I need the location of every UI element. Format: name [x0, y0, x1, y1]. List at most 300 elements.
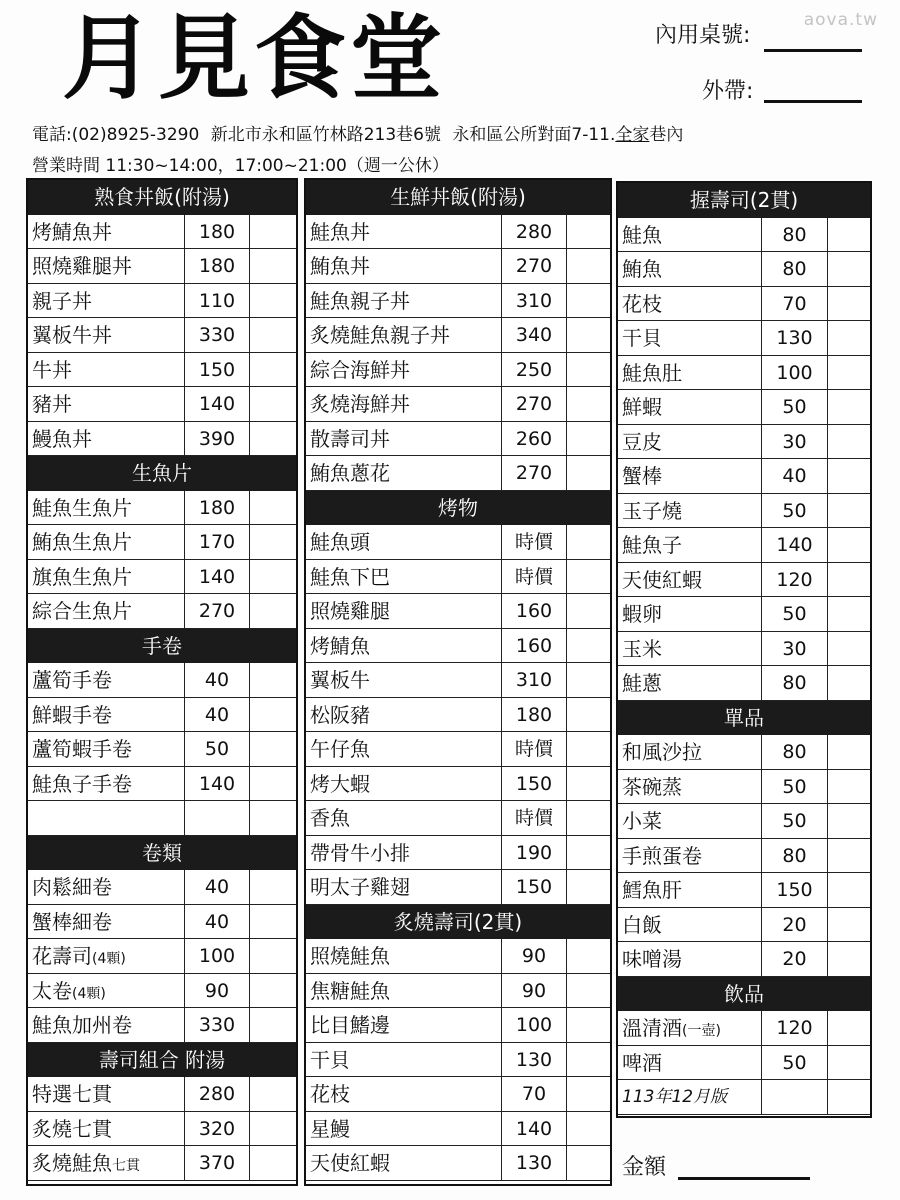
menu-item-price: 40: [185, 663, 250, 697]
menu-item-row: [28, 732, 296, 767]
menu-item-price: 330: [185, 318, 250, 352]
phone-number: 電話:(02)8925-3290: [32, 125, 200, 145]
quantity-cell[interactable]: [828, 528, 870, 562]
menu-item-name-text: 特選七貫: [32, 1082, 112, 1106]
menu-item-name-text: 炙燒海鮮丼: [310, 392, 410, 416]
quantity-cell[interactable]: [567, 629, 610, 663]
menu-item-price: 140: [185, 387, 250, 421]
quantity-cell[interactable]: [250, 525, 296, 559]
menu-item-name-text: 鮭魚加州卷: [32, 1013, 132, 1037]
menu-item-name: [306, 215, 502, 249]
quantity-cell[interactable]: [567, 767, 610, 801]
quantity-cell[interactable]: [567, 974, 610, 1008]
menu-item-name-text: 鮭魚肚: [622, 360, 682, 385]
quantity-cell[interactable]: [828, 942, 870, 976]
quantity-cell[interactable]: [567, 560, 610, 594]
takeout-line[interactable]: [764, 100, 862, 103]
menu-item-name: [306, 663, 502, 697]
quantity-cell[interactable]: [567, 318, 610, 352]
quantity-cell[interactable]: [250, 594, 296, 628]
menu-item-name-text: 炙燒鮭魚: [32, 1151, 112, 1175]
menu-column-2: [304, 178, 612, 1186]
menu-item-row: [618, 356, 870, 391]
quantity-cell[interactable]: [567, 525, 610, 559]
menu-item-name-text: 鮭魚親子丼: [310, 288, 410, 313]
menu-item-name: [28, 974, 185, 1008]
menu-item-name: [306, 1043, 502, 1077]
menu-item-note: (一壺): [682, 1023, 721, 1039]
menu-item-price: 70: [762, 287, 828, 321]
quantity-cell[interactable]: [250, 1008, 296, 1042]
menu-item-name-text: 鮪魚: [622, 257, 662, 281]
restaurant-logo: 月見食堂: [62, 5, 447, 112]
menu-item-name-text: 蝦卵: [622, 602, 662, 626]
menu-item-name-text: 天使紅蝦: [622, 567, 702, 592]
menu-item-row: [306, 732, 610, 767]
quantity-cell[interactable]: [250, 249, 296, 283]
menu-item-name-text: 午仔魚: [310, 737, 370, 761]
menu-item-row: [28, 594, 296, 629]
menu-item-name: [28, 1112, 185, 1146]
menu-item-price: 50: [762, 494, 828, 528]
quantity-cell[interactable]: [567, 1146, 610, 1180]
menu-item-row: [28, 215, 296, 250]
menu-item-price: 40: [762, 459, 828, 493]
menu-item-price: 80: [762, 735, 828, 769]
quantity-cell[interactable]: [250, 1112, 296, 1146]
menu-item-row: [28, 870, 296, 905]
menu-item-price: [762, 1080, 828, 1114]
menu-item-name-text: 鮭魚頭: [310, 530, 370, 554]
menu-item-name: [28, 491, 185, 525]
menu-item-price: 260: [502, 422, 567, 456]
menu-item-name: [618, 218, 762, 252]
menu-item-row: [306, 801, 610, 836]
menu-item-name-text: 蘆筍手卷: [32, 668, 112, 692]
menu-item-row: [618, 632, 870, 667]
quantity-cell[interactable]: [828, 390, 870, 424]
menu-item-row: [306, 353, 610, 388]
menu-item-name: [306, 456, 502, 490]
menu-item-name: [618, 735, 762, 769]
menu-item-name-text: 肉鬆細卷: [32, 875, 112, 899]
section-header: 熟食丼飯(附湯): [28, 180, 296, 215]
menu-item-row: [28, 1008, 296, 1043]
quantity-cell[interactable]: [828, 839, 870, 873]
dine-in-table-label: 內用桌號:: [655, 23, 751, 48]
quantity-cell[interactable]: [567, 284, 610, 318]
menu-item-price: 270: [185, 594, 250, 628]
dine-in-table-line[interactable]: [764, 49, 862, 52]
menu-item-name: [28, 594, 185, 628]
menu-item-name-text: 干貝: [310, 1047, 350, 1072]
menu-item-row: [618, 873, 870, 908]
menu-item-row: [28, 974, 296, 1009]
menu-item-row: [618, 252, 870, 287]
menu-item-row: [28, 525, 296, 560]
menu-item-name-text: 炙燒鮭魚親子丼: [310, 323, 450, 347]
menu-item-name-text: 花壽司: [32, 944, 92, 968]
quantity-cell[interactable]: [250, 491, 296, 525]
menu-item-price: 130: [502, 1043, 567, 1077]
menu-item-name: [28, 249, 185, 283]
quantity-cell[interactable]: [250, 870, 296, 904]
menu-item-price: 150: [502, 870, 567, 904]
menu-item-name: [618, 321, 762, 355]
quantity-cell[interactable]: [567, 1112, 610, 1146]
quantity-cell[interactable]: [250, 974, 296, 1008]
menu-item-name-text: 散壽司丼: [310, 426, 390, 451]
menu-item-row: [306, 836, 610, 871]
quantity-cell[interactable]: [567, 698, 610, 732]
menu-item-row: [28, 698, 296, 733]
quantity-cell[interactable]: [567, 422, 610, 456]
menu-item-row: [306, 939, 610, 974]
menu-item-name: [28, 525, 185, 559]
menu-item-name: [28, 767, 185, 801]
menu-item-row: [306, 249, 610, 284]
quantity-cell[interactable]: [828, 735, 870, 769]
section-header: 生鮮丼飯(附湯): [306, 180, 610, 215]
quantity-cell[interactable]: [567, 387, 610, 421]
quantity-cell[interactable]: [828, 494, 870, 528]
menu-item-price: 時價: [502, 732, 567, 766]
menu-column-1: [26, 178, 298, 1186]
menu-item-row: [306, 215, 610, 250]
menu-item-row: [306, 663, 610, 698]
menu-item-name-text: 鮮蝦: [622, 395, 662, 419]
menu-item-name: [618, 632, 762, 666]
quantity-cell[interactable]: [828, 563, 870, 597]
quantity-cell[interactable]: [250, 663, 296, 697]
menu-item-price: 190: [502, 836, 567, 870]
menu-item-row: [28, 939, 296, 974]
section-header: 飲品: [618, 977, 870, 1012]
quantity-cell[interactable]: [250, 801, 296, 835]
menu-item-price: 140: [762, 528, 828, 562]
menu-item-name: [618, 908, 762, 942]
menu-item-price: 330: [185, 1008, 250, 1042]
total-amount-line[interactable]: [678, 1177, 810, 1180]
quantity-cell[interactable]: [250, 732, 296, 766]
menu-item-price: 310: [502, 663, 567, 697]
menu-item-name: [306, 387, 502, 421]
menu-item-row: [28, 1077, 296, 1112]
quantity-cell[interactable]: [567, 801, 610, 835]
menu-item-name: [618, 528, 762, 562]
menu-item-name-text: 帶骨牛小排: [310, 840, 410, 865]
quantity-cell[interactable]: [828, 632, 870, 666]
menu-item-price: 310: [502, 284, 567, 318]
quantity-cell[interactable]: [828, 252, 870, 286]
menu-item-price: 80: [762, 252, 828, 286]
menu-item-name: [618, 839, 762, 873]
menu-item-price: 130: [762, 321, 828, 355]
menu-item-name-text: 翼板牛: [310, 668, 370, 692]
quantity-cell[interactable]: [828, 770, 870, 804]
quantity-cell[interactable]: [828, 873, 870, 907]
menu-item-row: [28, 491, 296, 526]
quantity-cell[interactable]: [250, 422, 296, 456]
menu-item-price: 340: [502, 318, 567, 352]
menu-item-row: [618, 1011, 870, 1046]
quantity-cell[interactable]: [828, 804, 870, 838]
menu-item-name: [306, 525, 502, 559]
menu-item-price: 80: [762, 839, 828, 873]
menu-item-name: [28, 318, 185, 352]
menu-item-row: [618, 908, 870, 943]
quantity-cell[interactable]: [567, 215, 610, 249]
section-header: 壽司組合 附湯: [28, 1043, 296, 1078]
quantity-cell[interactable]: [567, 939, 610, 973]
menu-item-name: [28, 284, 185, 318]
menu-item-name: [306, 249, 502, 283]
menu-item-row: [306, 1077, 610, 1112]
menu-item-row: [28, 1146, 296, 1181]
menu-item-price: 170: [185, 525, 250, 559]
menu-item-row: [618, 839, 870, 874]
menu-item-name-text: 113年12月版: [622, 1087, 728, 1107]
section-header: 手卷: [28, 629, 296, 664]
menu-item-price: 30: [762, 632, 828, 666]
menu-item-price: 50: [185, 732, 250, 766]
section-header: 炙燒壽司(2貫): [306, 905, 610, 940]
menu-item-name-text: 手煎蛋卷: [622, 843, 702, 868]
menu-item-name: [306, 732, 502, 766]
menu-item-row: [306, 1008, 610, 1043]
quantity-cell[interactable]: [567, 456, 610, 490]
menu-item-name-text: 鮭魚生魚片: [32, 495, 132, 520]
menu-item-price: 90: [502, 939, 567, 973]
menu-item-price: 270: [502, 249, 567, 283]
menu-item-row: [618, 459, 870, 494]
menu-item-price: 140: [185, 560, 250, 594]
menu-item-name-text: 天使紅蝦: [310, 1151, 390, 1175]
menu-item-row: [306, 318, 610, 353]
menu-item-row: [28, 663, 296, 698]
menu-item-price: 90: [185, 974, 250, 1008]
menu-item-name: [28, 1146, 185, 1180]
quantity-cell[interactable]: [250, 387, 296, 421]
menu-item-name-text: 蟹棒: [622, 464, 662, 488]
menu-item-name-text: 烤大蝦: [310, 771, 370, 796]
contact-line: [32, 120, 683, 145]
menu-item-name-text: 松阪豬: [310, 702, 370, 727]
menu-item-name-text: 鮭魚丼: [310, 219, 370, 244]
menu-item-name: [618, 425, 762, 459]
quantity-cell[interactable]: [567, 663, 610, 697]
section-header: 生魚片: [28, 456, 296, 491]
menu-item-price: 80: [762, 666, 828, 700]
quantity-cell[interactable]: [828, 597, 870, 631]
menu-item-row: [306, 422, 610, 457]
menu-item-name-text: 玉子燒: [622, 498, 682, 523]
menu-item-price: 320: [185, 1112, 250, 1146]
menu-item-price: 時價: [502, 525, 567, 559]
menu-item-name: [618, 287, 762, 321]
menu-item-name: [28, 215, 185, 249]
menu-item-name: [306, 353, 502, 387]
menu-item-name-text: 溫清酒: [622, 1016, 682, 1040]
menu-edition-label: [618, 1080, 762, 1114]
menu-item-price: 40: [185, 905, 250, 939]
menu-item-price: 50: [762, 390, 828, 424]
quantity-cell[interactable]: [250, 215, 296, 249]
menu-item-row: [306, 1043, 610, 1078]
menu-item-row: [28, 905, 296, 940]
quantity-cell[interactable]: [567, 836, 610, 870]
quantity-cell[interactable]: [250, 905, 296, 939]
menu-item-row: [306, 594, 610, 629]
quantity-cell[interactable]: [828, 1080, 870, 1114]
quantity-cell[interactable]: [828, 287, 870, 321]
menu-item-name: [28, 1008, 185, 1042]
menu-item-row: [306, 560, 610, 595]
menu-item-name: [618, 1046, 762, 1080]
menu-item-name-text: 花枝: [622, 291, 662, 316]
quantity-cell[interactable]: [828, 218, 870, 252]
quantity-cell[interactable]: [250, 560, 296, 594]
quantity-cell[interactable]: [250, 698, 296, 732]
menu-item-name-text: 旗魚生魚片: [32, 564, 132, 589]
menu-item-name: [306, 422, 502, 456]
quantity-cell[interactable]: [250, 353, 296, 387]
menu-item-name-text: 鮭魚子手卷: [32, 771, 132, 796]
quantity-cell[interactable]: [828, 356, 870, 390]
menu-item-row: [618, 1080, 870, 1115]
menu-item-price: 20: [762, 942, 828, 976]
menu-item-price: [185, 801, 250, 835]
menu-item-row: [618, 321, 870, 356]
section-header: 握壽司(2貫): [618, 183, 870, 218]
menu-item-name-text: 翼板牛丼: [32, 323, 112, 347]
quantity-cell[interactable]: [828, 666, 870, 700]
menu-item-name-text: 啤酒: [622, 1050, 662, 1075]
quantity-cell[interactable]: [567, 1008, 610, 1042]
menu-item-name: [306, 870, 502, 904]
menu-item-name-text: 鮮蝦手卷: [32, 702, 112, 727]
quantity-cell[interactable]: [567, 249, 610, 283]
menu-item-row: [618, 597, 870, 632]
menu-item-name: [306, 318, 502, 352]
quantity-cell[interactable]: [828, 1046, 870, 1080]
menu-item-name-text: 蘆筍蝦手卷: [32, 737, 132, 761]
menu-item-price: 150: [502, 767, 567, 801]
menu-item-name-text: 照燒雞腿丼: [32, 254, 132, 278]
menu-item-row: [306, 284, 610, 319]
quantity-cell[interactable]: [567, 594, 610, 628]
business-hours: 營業時間 11:30~14:00，17:00~21:00（週一公休）: [32, 156, 449, 176]
menu-item-name-text: 味噌湯: [622, 947, 682, 971]
menu-item-price: 100: [502, 1008, 567, 1042]
quantity-cell[interactable]: [250, 939, 296, 973]
menu-item-name: [618, 494, 762, 528]
landmark-prefix: 永和區公所對面7-11.: [452, 125, 616, 145]
menu-item-name: [618, 459, 762, 493]
menu-item-name: [618, 873, 762, 907]
menu-item-price: 180: [502, 698, 567, 732]
quantity-cell[interactable]: [828, 1011, 870, 1045]
menu-item-row: [306, 974, 610, 1009]
menu-item-name: [28, 663, 185, 697]
watermark: aova.tw: [803, 10, 878, 30]
menu-item-name-text: 鮭魚子: [622, 533, 682, 557]
menu-item-row: [306, 456, 610, 491]
menu-item-row: [28, 387, 296, 422]
menu-item-row: [306, 387, 610, 422]
menu-item-name-text: 親子丼: [32, 288, 92, 313]
menu-item-row: [618, 666, 870, 701]
menu-item-name: [618, 563, 762, 597]
quantity-cell[interactable]: [567, 353, 610, 387]
menu-item-price: 20: [762, 908, 828, 942]
menu-item-name: [306, 801, 502, 835]
quantity-cell[interactable]: [250, 1146, 296, 1180]
quantity-cell[interactable]: [250, 318, 296, 352]
menu-item-row: [618, 528, 870, 563]
menu-item-row: [618, 218, 870, 253]
quantity-cell[interactable]: [828, 459, 870, 493]
menu-item-name-text: 綜合生魚片: [32, 599, 132, 623]
menu-item-name-text: 太卷: [32, 978, 72, 1003]
menu-item-name-text: 鮪魚蔥花: [310, 461, 390, 485]
quantity-cell[interactable]: [828, 321, 870, 355]
menu-item-price: 50: [762, 1046, 828, 1080]
menu-item-name: [618, 770, 762, 804]
menu-item-name: [618, 597, 762, 631]
quantity-cell[interactable]: [567, 1043, 610, 1077]
menu-item-row: [28, 1112, 296, 1147]
menu-item-name-text: 烤鯖魚: [310, 633, 370, 658]
menu-item-price: 180: [185, 215, 250, 249]
menu-item-name: [28, 870, 185, 904]
menu-item-name-text: 豬丼: [32, 392, 72, 416]
menu-item-name: [618, 390, 762, 424]
menu-item-price: 30: [762, 425, 828, 459]
quantity-cell[interactable]: [567, 732, 610, 766]
menu-item-row: [618, 287, 870, 322]
menu-item-price: 50: [762, 804, 828, 838]
quantity-cell[interactable]: [828, 908, 870, 942]
menu-item-price: 130: [502, 1146, 567, 1180]
section-header: 卷類: [28, 836, 296, 871]
menu-item-row: [28, 353, 296, 388]
menu-item-name-text: 花枝: [310, 1082, 350, 1106]
quantity-cell[interactable]: [567, 870, 610, 904]
menu-item-price: 270: [502, 456, 567, 490]
menu-item-name-text: 白飯: [622, 912, 662, 937]
menu-item-name-text: 干貝: [622, 326, 662, 350]
quantity-cell[interactable]: [567, 1077, 610, 1111]
quantity-cell[interactable]: [250, 284, 296, 318]
menu-item-name: [306, 284, 502, 318]
menu-item-name-text: 牛丼: [32, 357, 72, 382]
menu-item-price: 120: [762, 563, 828, 597]
quantity-cell[interactable]: [828, 425, 870, 459]
menu-item-name: [306, 1008, 502, 1042]
menu-item-name-text: 蟹棒細卷: [32, 909, 112, 934]
menu-item-price: 140: [502, 1112, 567, 1146]
menu-item-row: [28, 318, 296, 353]
menu-item-row: [28, 284, 296, 319]
quantity-cell[interactable]: [250, 767, 296, 801]
quantity-cell[interactable]: [250, 1077, 296, 1111]
menu-item-name-text: 星鰻: [310, 1116, 350, 1141]
menu-item-name-text: 綜合海鮮丼: [310, 357, 410, 382]
menu-item-name: [28, 560, 185, 594]
menu-item-row: [306, 698, 610, 733]
menu-item-price: 160: [502, 629, 567, 663]
